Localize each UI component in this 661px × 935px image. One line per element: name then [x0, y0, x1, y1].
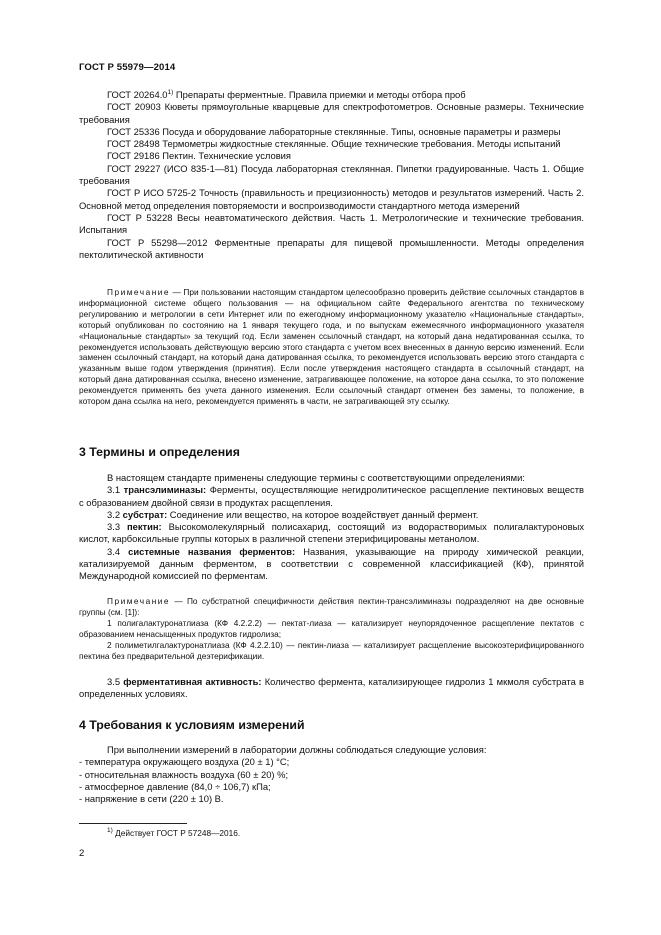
term-3-5-block [79, 676, 584, 701]
reference-item: ГОСТ 25336 Посуда и оборудование лабораторные стеклянные. Типы, основные параметры и размеры [107, 125, 561, 137]
section-4-body [79, 744, 584, 805]
section-3-intro: В настоящем стандарте применены следующие термины с соответствующими определениями: [107, 472, 525, 483]
term-name: трансэлиминазы: [123, 484, 207, 496]
condition-item: - температура окружающего воздуха (20 ± 1) °С; [79, 756, 290, 768]
reference-item: ГОСТ Р ИСО 5725-2 Точность (правильность и прецизионность) методов и результатов измерений. Часть 2. Основной метод определения повторяемости и воспроизводимости стандартного метода измерений [79, 187, 584, 211]
footnote-divider [79, 823, 187, 824]
term-3-3: 3.3 пектин: Высокомолекулярный полисахарид, состоящий из водорастворимых полигалактуроновых кислот, карбоксильные группы которых в различной степени этерифицированы метанолом. [79, 521, 585, 545]
term-name: системные названия ферментов: [128, 545, 296, 557]
footnote: $^{1)}$ Действует ГОСТ Р 57248—2016. [107, 827, 241, 838]
reference-item: ГОСТ 28498 Термометры жидкостные стеклянные. Общие технические требования. Методы испытаний [107, 138, 561, 150]
document-header: ГОСТ Р 55979—2014 [79, 62, 176, 73]
note-text: — При пользовании настоящим стандартом целесообразно проверить действие ссылочных стандартов в информационной системе общего пользования — на официальном сайте Федерального агентства по техническому регулированию и метрологии в сети Интернет или по ежегодному информационному указателю «Национальные стандарты», который опубликован по состоянию на 1 января текущего года, и по выпускам ежемесячного информационного указателя «Национальные стандарты» за текущий год. Если заменен ссылочный стандарт, на который дана недатированная ссылка, то рекомендуется использовать действующую версию этого стандарта с учетом всех внесенных в данную версию изменений. Если заменен ссылочный стандарт, на который дана датированная ссылка, то рекомендуется использовать версию этого стандарта с указанным выше годом утверждения (принятия). Если после утверждения настоящего стандарта в ссылочный стандарт, на который дана датированная ссылка, внесено изменение, затрагивающее положение, на которое дана ссылка, то это положение рекомендуется применять без учета данного изменения. Если ссылочный стандарт отменен без замены, то положение, в котором дана ссылка на него, рекомендуется применять в части, не затрагивающей эту ссылку. [79, 287, 584, 407]
reference-item: ГОСТ 29227 (ИСО 835-1—81) Посуда лабораторная стеклянная. Пипетки градуированные. Часть 1. Общие требования [79, 162, 584, 187]
term-3-5: 3.5 ферментативная активность: Количество фермента, катализирующее гидролиз 1 мкмоля субстрата в определенных условиях. [79, 676, 585, 700]
term-name: субстрат: [122, 508, 168, 520]
term-3-1: 3.1 трансэлиминазы: Ферменты, осуществляющие негидролитическое расщепление пектиновых веществ с образованием двойной связи в продуктах расщепления. [79, 484, 585, 508]
term-3-2: 3.2 субстрат: Соединение или вещество, на которое воздействует данный фермент. [107, 508, 479, 520]
reference-item: ГОСТ 29186 Пектин. Технические условия [107, 150, 291, 162]
term-name: ферментативная активность: [123, 676, 262, 687]
page-number: 2 [79, 848, 85, 859]
term-3-4: 3.4 системные названия ферментов: Названия, указывающие на природу химической реакции, катализируемой данным ферментом, в соответствии с современной классификацией (КФ), принятой Международной комиссией по ферментам. [79, 545, 584, 582]
reference-item: ГОСТ 20903 Кюветы прямоугольные кварцевые для спектрофотометров. Основные размеры. Технические требования [79, 101, 584, 125]
section-4-title: 4 Требования к условиям измерений [79, 718, 305, 732]
normative-references-list [79, 89, 584, 261]
reference-item: ГОСТ Р 55298—2012 Ферментные препараты для пищевой промышленности. Методы определения пектолитической активности [79, 236, 584, 260]
note-label: Примечание [107, 596, 171, 606]
condition-item: - относительная влажность воздуха (60 ± 20) %; [79, 768, 289, 780]
references-note [79, 287, 584, 407]
condition-item: - напряжение в сети (220 ± 10) В. [79, 793, 224, 805]
note-label: Примечание [107, 287, 171, 297]
terms-note [79, 596, 584, 661]
condition-item: - атмосферное давление (84,0 ÷ 106,7) кПа; [79, 780, 271, 792]
section-4-intro: При выполнении измерений в лаборатории должны соблюдаться следующие условия: [107, 744, 487, 755]
reference-item: ГОСТ Р 53228 Весы неавтоматического действия. Часть 1. Метрологические и технические требования. Испытания [79, 211, 584, 236]
section-3-body [79, 472, 584, 583]
footnote-marker: 1) [107, 827, 113, 834]
reference-item: ГОСТ 20264.0$^{1)}$ Препараты ферментные. Правила приемки и методы отбора проб [107, 89, 466, 100]
note-list-item: 1 полигалактуронатлиаза (КФ 4.2.2.2) — пектат-лиаза — катализирует неупорядоченное расщепление пектатов с образованием ненасыщенных продуктов гидролиза; [79, 617, 584, 639]
footnote-marker: 1) [167, 89, 174, 96]
term-name: пектин: [126, 521, 162, 533]
note-list-item: 2 полиметилгалактуронатлиаза (КФ 4.2.2.10) — пектин-лиаза — катализирует расщепление высокоэтерифицированного пектина без предварительной деэтерификации. [79, 639, 584, 661]
note-text: — По субстратной специфичности действия пектин-трансэлиминазы подразделяют на две основные группы (см. [1]): [79, 596, 584, 617]
section-3-title: 3 Термины и определения [79, 445, 240, 459]
